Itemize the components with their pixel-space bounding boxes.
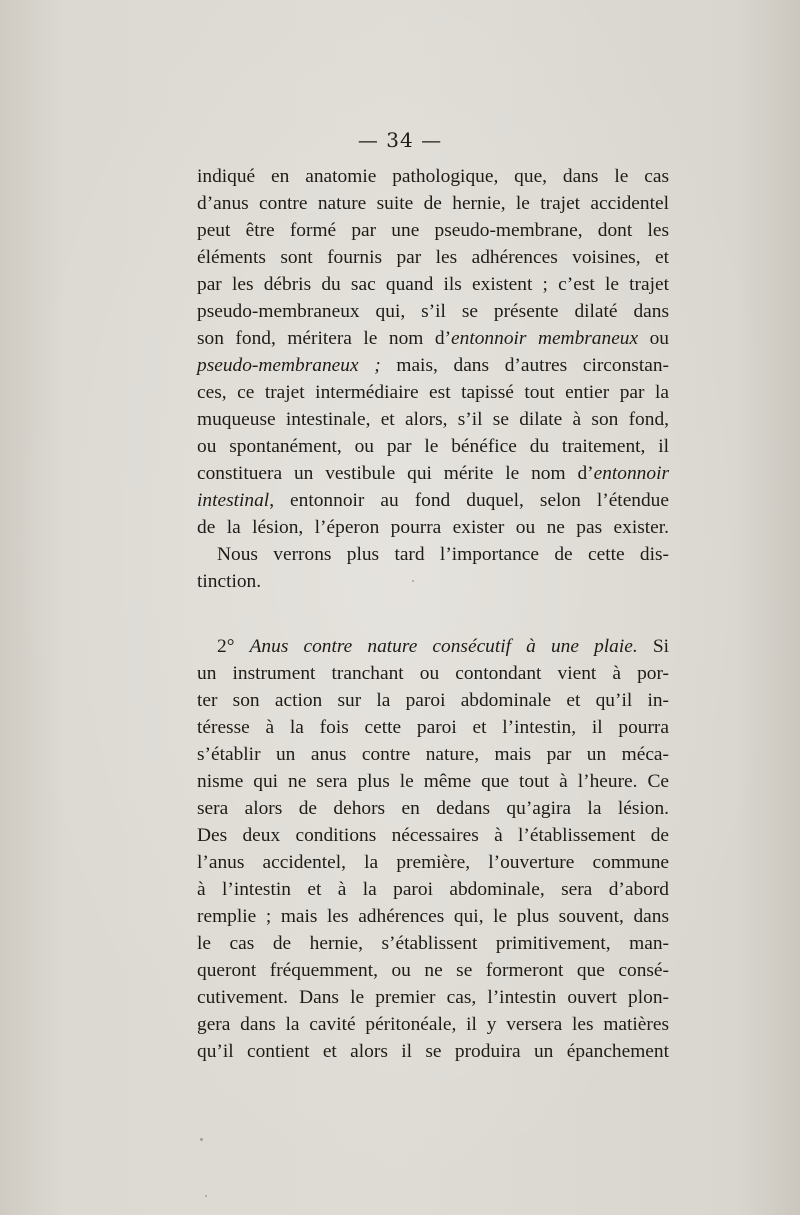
text-segment: qu’il contient et alors il se produira un épanchement [197,1041,669,1062]
text-line [197,244,669,271]
text-line [197,822,669,849]
text-segment: peut être formé par une pseudo-membrane, dont les [197,220,669,241]
text-line [197,849,669,876]
text-segment: indiqué en anatomie pathologique, que, dans le cas [197,166,669,187]
text-line [197,217,669,244]
text-segment: tinction. [197,571,262,592]
text-segment: à l’intestin et à la paroi abdominale, sera d’abord [197,879,669,900]
text-line [197,487,669,514]
text-line [197,460,669,487]
text-line [197,768,669,795]
text-segment: ou spontanément, ou par le bénéfice du traitement, il [197,436,669,457]
text-line [197,876,669,903]
text-segment: pseudo-membraneux qui, s’il se présente dilaté dans [197,301,669,322]
text-segment: constituera un vestibule qui mérite le nom d’ [197,463,594,484]
paper-speck [412,580,414,582]
text-line [197,687,669,714]
text-line [197,352,669,379]
text-segment: un instrument tranchant ou contondant vient à por- [197,663,669,684]
text-segment: sera alors de dehors en dedans qu’agira la lésion. [197,798,669,819]
text-segment: mais, dans d’autres circonstan- [380,355,669,376]
text-segment: d’anus contre nature suite de hernie, le trajet accidentel [197,193,669,214]
italic-segment: Anus contre nature consécutif à une plaie. [249,636,638,657]
paper-speck [205,1195,207,1197]
text-line [197,568,669,595]
italic-segment: pseudo-membraneux ; [197,355,381,376]
text-line [197,514,669,541]
italic-segment: intestinal [197,490,270,511]
text-segment: par les débris du sac quand ils existent ; c’est le trajet [197,274,669,295]
text-line [197,163,669,190]
text-line [197,930,669,957]
paper-speck [200,1138,203,1141]
text-segment: ces, ce trajet intermédiaire est tapissé tout entier par la [197,382,669,403]
text-segment: Nous verrons plus tard l’importance de cette dis- [217,544,669,565]
text-segment: son fond, méritera le nom d’ [197,328,452,349]
text-line [197,379,669,406]
italic-segment: entonnoir membraneux [451,328,639,349]
text-line [197,633,669,660]
text-line [197,903,669,930]
text-segment: gera dans la cavité péritonéale, il y versera les matières [197,1014,669,1035]
text-segment: de la lésion, l’éperon pourra exister ou ne pas exister. [197,517,669,538]
text-line [197,271,669,298]
text-line [197,957,669,984]
text-segment: 2° [217,636,250,657]
text-segment: Des deux conditions nécessaires à l’établissement de [197,825,669,846]
text-line [197,1038,669,1065]
text-line [197,541,669,568]
text-segment: muqueuse intestinale, et alors, s’il se dilate à son fond, [197,409,669,430]
text-line [197,660,669,687]
text-segment: nisme qui ne sera plus le même que tout à l’heure. Ce [197,771,669,792]
page-number: — 34 — [357,128,443,152]
text-segment: remplie ; mais les adhérences qui, le plus souvent, dans [197,906,669,927]
text-segment: ou [638,328,669,349]
paragraph-gap [197,595,669,633]
text-line [197,433,669,460]
text-segment: s’établir un anus contre nature, mais par un méca- [197,744,669,765]
text-segment: éléments sont fournis par les adhérences voisines, et [197,247,669,268]
text-line [197,406,669,433]
text-line [197,741,669,768]
text-line [197,190,669,217]
text-segment: l’anus accidentel, la première, l’ouverture commune [197,852,669,873]
text-line [197,795,669,822]
text-segment: cutivement. Dans le premier cas, l’intestin ouvert plon- [197,987,669,1008]
body-text [197,163,669,1065]
text-segment: téresse à la fois cette paroi et l’intestin, il pourra [197,717,669,738]
text-line [197,714,669,741]
text-segment: queront fréquemment, ou ne se formeront que consé- [197,960,669,981]
text-segment: ter son action sur la paroi abdominale et qu’il in- [197,690,669,711]
text-line [197,984,669,1011]
text-segment: le cas de hernie, s’établissent primitivement, man- [197,933,669,954]
text-line [197,298,669,325]
text-line [197,325,669,352]
text-line [197,1011,669,1038]
italic-segment: entonnoir [593,463,669,484]
text-segment: Si [637,636,669,657]
text-segment: , entonnoir au fond duquel, selon l’étendue [269,490,669,511]
